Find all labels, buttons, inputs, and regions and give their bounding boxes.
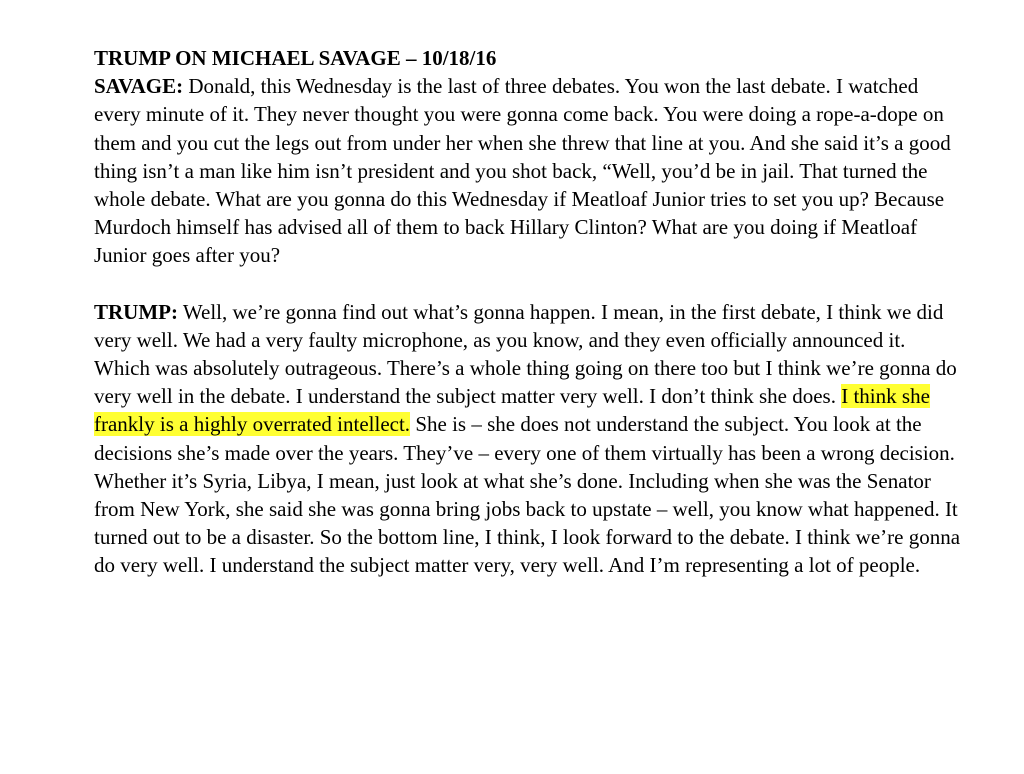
trump-paragraph xyxy=(94,298,966,580)
speaker-label-trump: TRUMP: xyxy=(94,299,178,324)
highlighted-quote: I think she frankly is a highly overrated intellect. xyxy=(94,384,930,437)
document-title: TRUMP ON MICHAEL SAVAGE – 10/18/16 xyxy=(94,46,497,70)
transcript-document xyxy=(94,44,966,580)
trump-statement-before: Well, we’re gonna find out what’s gonna happen. I mean, in the first debate, I think we did very well. We had a very faulty microphone, as you know, and they even officially announced it. Which was absolutely outrageous. There’s a whole thing going on there too but I think we’re gonna do very well in the debate. I understand the subject matter very well. I don’t think she does. xyxy=(94,299,957,409)
savage-paragraph xyxy=(94,72,966,269)
savage-statement: Donald, this Wednesday is the last of three debates. You won the last debate. I watched every minute of it. They never thought you were gonna come back. You were doing a rope-a-dope on them and you cut the legs out from under her when she threw that line at you. And she said it’s a good thing isn’t a man like him isn’t president and you shot back, “Well, you’d be in jail. That turned the whole debate. What are you gonna do this Wednesday if Meatloaf Junior tries to set you up? Because Murdoch himself has advised all of them to back Hillary Clinton? What are you doing if Meatloaf Junior goes after you? xyxy=(94,74,951,268)
trump-statement-after: She is – she does not understand the subject. You look at the decisions she’s made over the years. They’ve – every one of them virtually has been a wrong decision. Whether it’s Syria, Libya, I mean, just look at what she’s done. Including when she was the Senator from New York, she said she was gonna bring jobs back to upstate – well, you know what happened. It turned out to be a disaster. So the bottom line, I think, I look forward to the debate. I think we’re gonna do very well. I understand the subject matter very, very well. And I’m representing a lot of people. xyxy=(94,412,961,578)
speaker-label-savage: SAVAGE: xyxy=(94,74,184,99)
